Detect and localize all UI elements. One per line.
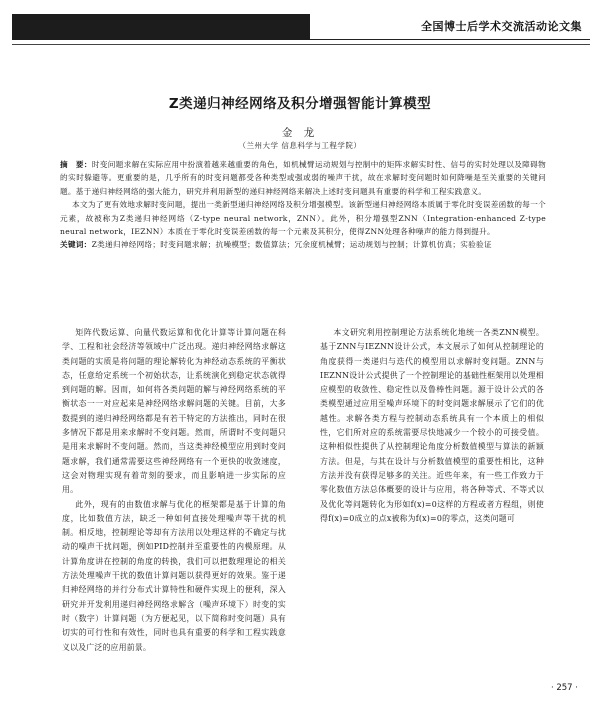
header-divider (310, 39, 590, 40)
header-divider-thin (12, 44, 590, 45)
abstract-text-1: 时变问题求解在实际应用中扮演着越来越重要的角色，如机械臂运动规划与控制中的矩阵求解实时性、信号的实时处理以及障碍物的实时躲避等。更重要的是，几乎所有的时变问题都受各种类型或强或弱的噪声干扰，故在求解时变问题时如何降噪是至关重要的关键问题。基于递归神经网络的强大能力，研究并利用新型的递归神经网络来解决上述时变问题具有重要的科学和工程实践意义。 (60, 160, 546, 196)
journal-title: 全国博士后学术交流活动论文集 (421, 20, 582, 33)
body-paragraph: 此外，现有的由数值求解与优化的框架都是基于计算的角度，比如数值方法，缺乏一种如何直接处理噪声等干扰的机制。相反地，控制理论等却有方法用以处理这样的不确定与扰动的噪声干扰问题，例如PID控制并至重要性的内模原理。从计算角度讲在控制的角度的转换，我们可以把数理理论的相关方法处理噪声干扰的数值计算问题以获得更好的效果。鉴于递归神经网络的并行分布式计算特性和硬件实现上的便利，深入研究并开发利用递归神经网络求解含（噪声环境下）时变的实时（数字）计算问题（为方便起见，以下简称时变问题）具有切实的可行性和有效性，同时也具有重要的科学和工程实践意义以及广泛的应用前景。 (62, 499, 286, 652)
keywords-line (60, 238, 546, 251)
keywords-label: 关键词： (60, 240, 92, 250)
abstract-label: 摘 要： (60, 160, 92, 169)
abstract-paragraph-1 (60, 158, 546, 198)
body-paragraph: 矩阵代数运算、向量代数运算和优化计算等计算问题在科学、工程和社会经济等领域中广泛出现。递归神经网络求解这类问题的实质是将问题的理论解转化为神经动态系统的平衡状态，任意给定系统一个初始状态，让系统演化到稳定状态就得到问题的解。因而，如何将各类问题的解与神经网络系统的平衡状态一一对应起来是神经网络求解问题的关键。目前，大多数提到的递归神经网络都是有若干特定的方法推出，同时在很多情况下都是用来求解时不变问题。然而，所谓时不变问题只是用来求解时不变问题。然而，当这类神经模型应用到时变问题求解，我们通常需要这些神经网络有一个更快的收敛速度，这会对物理实现有着苛刻的要求，而且影响进一步实际的应用。 (62, 328, 286, 495)
paper-author: 金 龙 (281, 127, 319, 139)
abstract-paragraph-2: 本文为了更有效地求解时变问题，提出一类新型递归神经网络及积分增强模型。该新型递归神经网络本质属于零化时变误差函数的每一个元素，故被称为Z类递归神经网络（Z-type neural network，ZNN）。此外，积分增强型ZNN（Integration-enhanced Z-type neural network，IEZNN）本质在于零化时变误差函数的每一个元素及其积分，使得ZNN处理各种噪声的能力得到提升。 (60, 200, 546, 237)
keywords-text: Z类递归神经网络；时变问题求解；抗噪模型；数值算法；冗余度机械臂；运动规划与控制；计算机仿真；实验验证 (91, 240, 492, 250)
header-black-bar (12, 14, 310, 40)
paper-affiliation: （兰州大学 信息科学与工程学院） (238, 141, 362, 150)
body-column-right (320, 326, 544, 526)
journal-header (12, 14, 590, 44)
body-column-left (62, 326, 286, 655)
paper-title: Z类递归神经网络及积分增强智能计算模型 (168, 96, 432, 112)
body-paragraph: 本文研究利用控制理论方法系统化地统一各类ZNN模型。基于ZNN与IEZNN设计公式，本文展示了如何从控制理论的角度获得一类递归与迭代的模型用以求解时变问题。ZNN与IEZNN设计公式提供了一个控制理论的基础性框架用以处理相应模型的收敛性、稳定性以及鲁棒性问题。源于设计公式的各类模型通过应用至噪声环境下的时变问题求解展示了它们的优越性。求解各类方程与控制动态系统具有一个本质上的相似性，它们所对应的系统需要尽快地减少一个较小的可接受值。这种相似性提供了从控制理论角度分析数值模型与算法的新颖方法。但是，与其在设计与分析数值模型的重要性相比，这种方法并没有获得足够多的关注。近些年来，有一些工作致力于零化数值方法总体概要的设计与应用，将各种等式、不等式以及优化等问题转化为形如f(x)=0这样的方程或者方程组，则使得f(x)=0成立的点x被称为f(x)=0的零点，这类问题可 (320, 328, 544, 523)
abstract-section (60, 158, 546, 252)
page-number: · 257 · (550, 683, 578, 693)
